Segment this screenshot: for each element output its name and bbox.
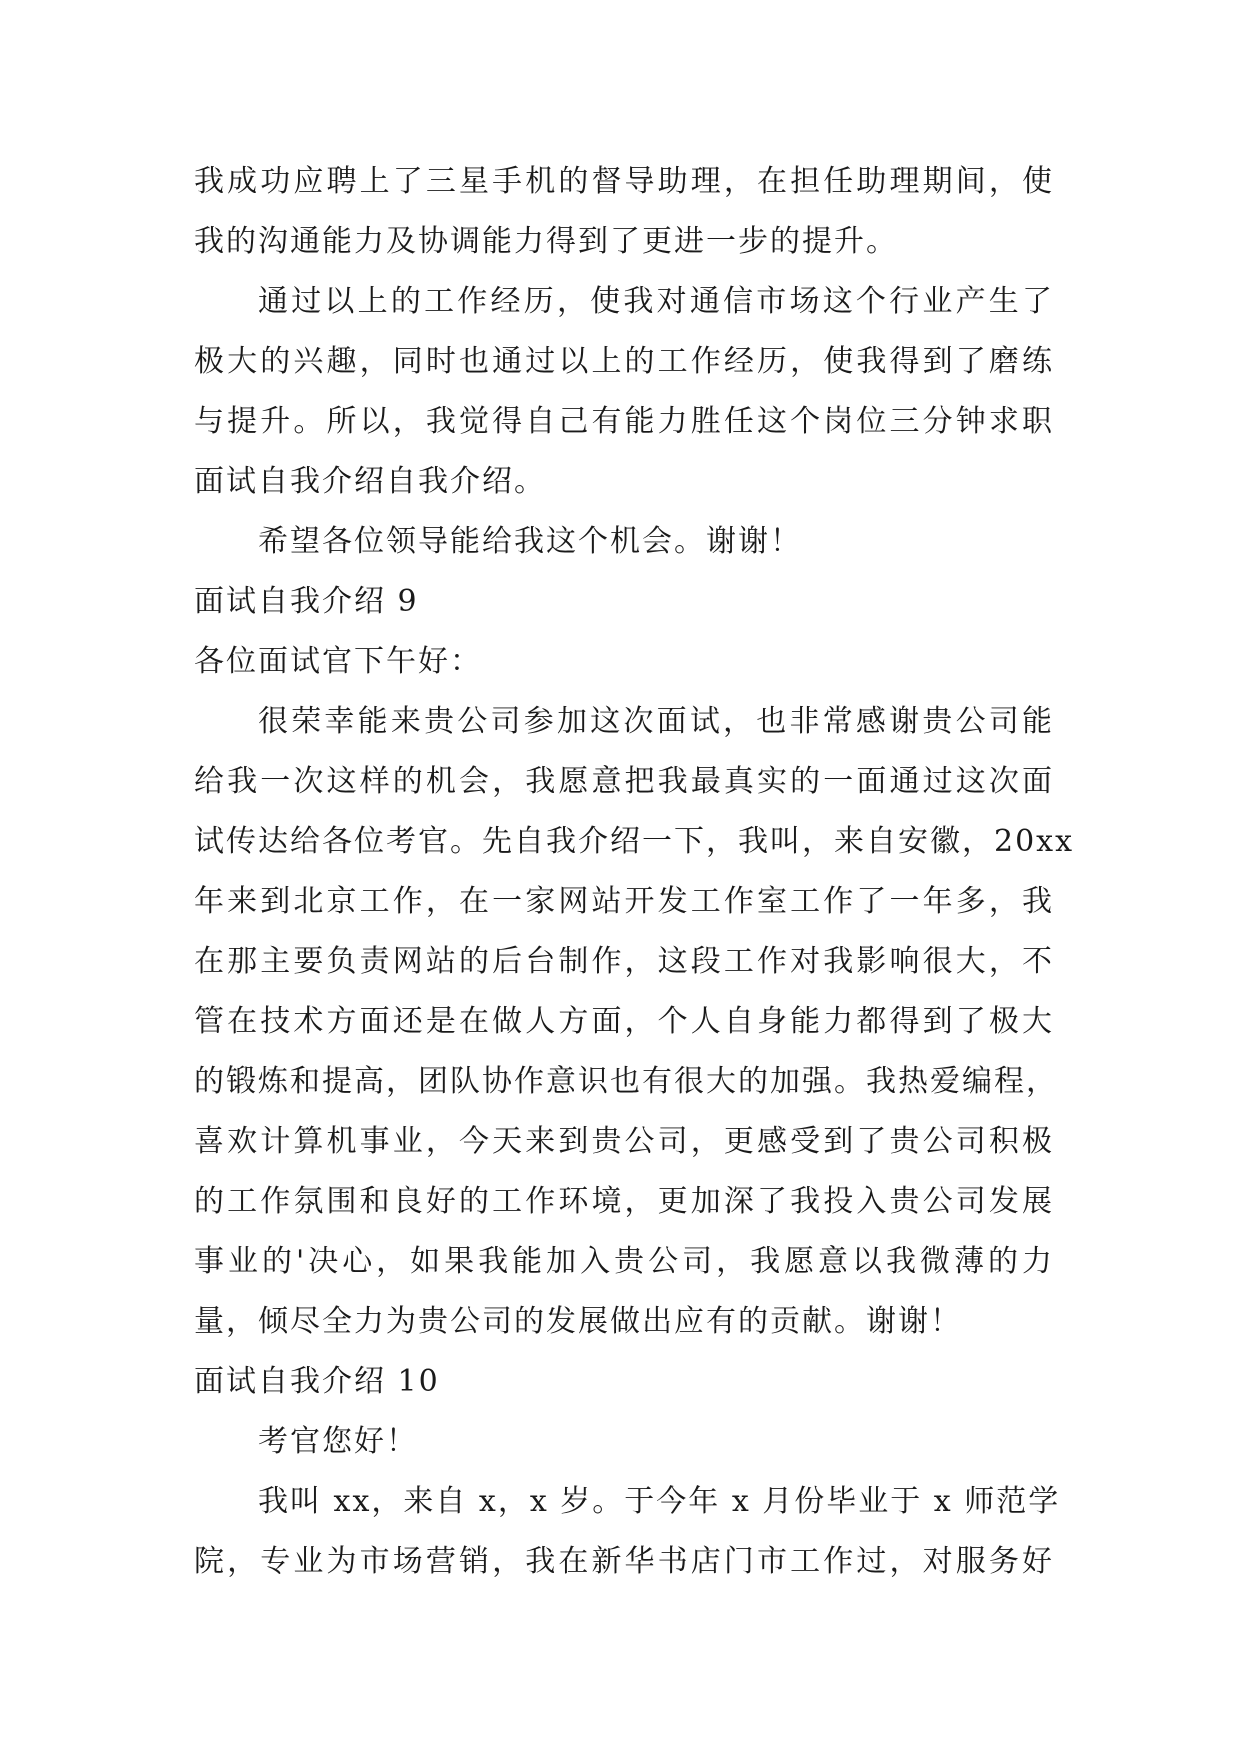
text-line: 量，倾尽全力为贵公司的发展做出应有的贡献。谢谢！ (194, 1304, 962, 1339)
section-heading: 面试自我介绍 10 (194, 1364, 440, 1399)
text-line: 管在技术方面还是在做人方面，个人自身能力都得到了极大 (194, 1004, 1054, 1039)
greeting-line: 各位面试官下午好： (194, 644, 482, 679)
text-line: 年来到北京工作，在一家网站开发工作室工作了一年多，我 (194, 884, 1054, 919)
text-line: 院，专业为市场营销，我在新华书店门市工作过，对服务好 (194, 1544, 1054, 1579)
text-line: 喜欢计算机事业，今天来到贵公司，更感受到了贵公司积极 (194, 1124, 1054, 1159)
document-page (194, 152, 1075, 1592)
text-line: 在那主要负责网站的后台制作，这段工作对我影响很大，不 (194, 944, 1054, 979)
text-line: 极大的兴趣，同时也通过以上的工作经历，使我得到了磨练 (194, 344, 1054, 379)
text-line: 的工作氛围和良好的工作环境，更加深了我投入贵公司发展 (194, 1184, 1054, 1219)
text-line: 试传达给各位考官。先自我介绍一下，我叫，来自安徽，20xx (194, 824, 1075, 859)
text-line: 给我一次这样的机会，我愿意把我最真实的一面通过这次面 (194, 764, 1054, 799)
greeting-line: 考官您好！ (258, 1424, 418, 1459)
text-line: 面试自我介绍自我介绍。 (194, 464, 546, 499)
text-line: 我的沟通能力及协调能力得到了更进一步的提升。 (194, 224, 898, 259)
paragraph-start-line: 希望各位领导能给我这个机会。谢谢！ (258, 524, 802, 559)
paragraph-start-line: 通过以上的工作经历，使我对通信市场这个行业产生了 (258, 284, 1054, 319)
text-line: 的锻炼和提高，团队协作意识也有很大的加强。我热爱编程， (194, 1064, 1058, 1099)
text-line: 与提升。所以，我觉得自己有能力胜任这个岗位三分钟求职 (194, 404, 1054, 439)
text-line: 我成功应聘上了三星手机的督导助理，在担任助理期间，使 (194, 164, 1054, 199)
paragraph-start-line: 我叫 xx，来自 x，x 岁。于今年 x 月份毕业于 x 师范学 (258, 1484, 1061, 1519)
paragraph-start-line: 很荣幸能来贵公司参加这次面试，也非常感谢贵公司能 (258, 704, 1054, 739)
section-heading: 面试自我介绍 9 (194, 584, 419, 619)
text-line: 事业的'决心，如果我能加入贵公司，我愿意以我微薄的力 (194, 1244, 1054, 1279)
